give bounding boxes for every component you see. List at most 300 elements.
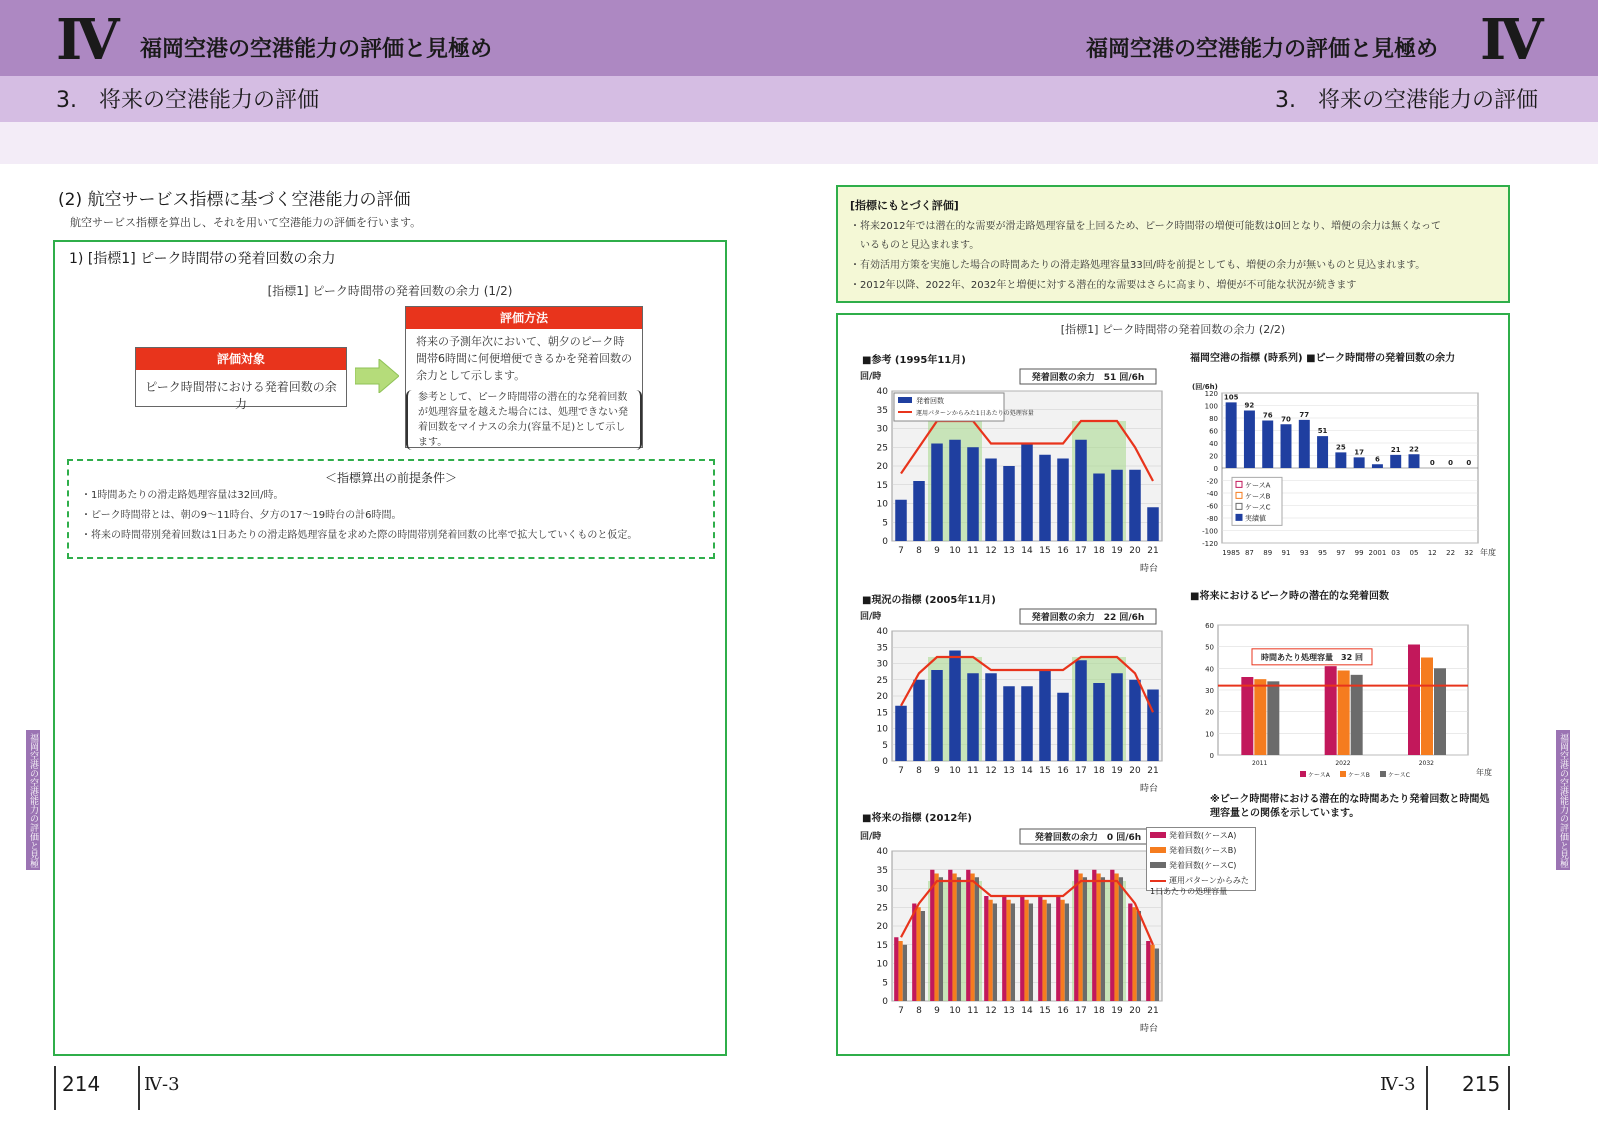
chart3-title: ■将来の指標 (2012年)	[862, 813, 972, 824]
bar	[894, 937, 898, 1001]
x-tick-label: 89	[1263, 549, 1273, 557]
x-tick-label: 87	[1244, 549, 1254, 557]
x-tick-label: 19	[1111, 546, 1123, 556]
data-label: 105	[1223, 393, 1239, 402]
annotation-text: 発着回数の余力 22 回/6h	[1031, 613, 1145, 623]
x-tick-label: 2001	[1368, 549, 1387, 557]
annotation-text: 発着回数の余力 51 回/6h	[1031, 373, 1145, 383]
x-tick-label: 2022	[1335, 760, 1351, 767]
bar	[1003, 466, 1015, 541]
bar	[1244, 411, 1255, 469]
legend-swatch	[1380, 771, 1386, 777]
bar	[984, 896, 988, 1001]
x-tick-label: 10	[949, 1006, 961, 1016]
bar	[948, 870, 952, 1001]
y-tick-label: 40	[876, 627, 888, 637]
x-tick-label: 05	[1409, 549, 1419, 557]
data-label: 6	[1374, 455, 1380, 464]
x-axis-label: 年度	[1476, 768, 1492, 777]
data-label: 70	[1281, 415, 1291, 424]
bar	[1020, 896, 1024, 1001]
x-tick-label: 19	[1111, 1006, 1123, 1016]
y-tick-label: 40	[1205, 665, 1214, 674]
bar	[931, 670, 943, 761]
legend-item: ケースA	[1308, 772, 1330, 779]
indicator-title: 1) [指標1] ピーク時間帯の発着回数の余力	[69, 251, 336, 267]
y-tick-label: 0	[1209, 752, 1214, 760]
y-tick-label: 0	[882, 757, 888, 767]
y-tick-label: 0	[882, 997, 888, 1007]
legend-item: ケースB	[1245, 492, 1271, 501]
footer-divider	[54, 1066, 56, 1110]
y-tick-label: 5	[882, 978, 888, 989]
legend-swatch	[1236, 492, 1242, 498]
x-tick-label: 93	[1299, 549, 1309, 557]
legend-item: 運用パターンからみた1日あたりの処理容量	[1150, 876, 1249, 896]
y-tick-label: 80	[1209, 415, 1218, 423]
bar	[1254, 679, 1266, 755]
bar	[1354, 457, 1365, 468]
right-arrow-icon	[355, 359, 399, 393]
bar	[1047, 904, 1051, 1002]
bar	[1129, 680, 1141, 761]
subsection-title: (2) 航空サービス指標に基づく空港能力の評価	[58, 190, 411, 210]
x-tick-label: 16	[1057, 546, 1069, 556]
chapter-title-right: 福岡空港の空港能力の評価と見極め	[1085, 37, 1438, 62]
y-tick-label: 60	[1205, 622, 1214, 630]
y-tick-label: -120	[1202, 540, 1218, 548]
x-tick-label: 2032	[1418, 760, 1434, 767]
legend-swatch	[1236, 481, 1242, 487]
x-tick-label: 8	[916, 546, 922, 556]
chart1-title: ■参考 (1995年11月)	[862, 355, 966, 366]
x-tick-label: 14	[1021, 546, 1033, 556]
x-tick-label: 21	[1147, 546, 1159, 556]
bar	[970, 874, 974, 1002]
x-tick-label: 97	[1336, 549, 1346, 557]
evaluation-line: ・将来2012年では潜在的な需要が滑走路処理容量を上回るため、ピーク時間帯の増便可能数は0回となり、増便の余力は無くなって	[850, 221, 1442, 232]
y-tick-label: 25	[876, 903, 888, 914]
x-tick-label: 12	[985, 546, 997, 556]
premise-line: ・ピーク時間帯とは、朝の9～11時台、夕方の17～19時台の計6時間。	[81, 510, 402, 521]
bar	[1039, 455, 1051, 541]
bar	[985, 459, 997, 542]
x-tick-label: 7	[898, 1006, 904, 1016]
y-tick-label: 15	[876, 940, 888, 951]
x-tick-label: 22	[1446, 549, 1456, 557]
y-tick-label: -100	[1202, 527, 1218, 536]
chart-2005	[858, 607, 1178, 797]
x-tick-label: 7	[898, 766, 904, 776]
evaluation-method-body: 将来の予測年次において、朝夕のピーク時間帯6時間に何便増便できるかを発着回数の余力として示します。	[416, 335, 632, 382]
x-tick-label: 18	[1093, 1006, 1105, 1016]
data-label: 92	[1244, 401, 1255, 410]
x-tick-label: 17	[1075, 546, 1087, 556]
y-tick-label: 10	[876, 499, 888, 510]
x-tick-label: 9	[934, 546, 940, 556]
chart3-legend	[1146, 827, 1256, 896]
x-tick-label: 03	[1391, 549, 1401, 557]
bar	[1065, 904, 1069, 1002]
bar	[1042, 900, 1046, 1001]
premise-line: ・将来の時間帯別発着回数は1日あたりの滑走路処理容量を求めた際の時間帯別発着回数の比率で拡大していくものと仮定。	[81, 530, 638, 541]
bar	[1003, 686, 1015, 761]
x-tick-label: 32	[1464, 549, 1474, 557]
x-tick-label: 15	[1039, 546, 1051, 556]
legend-item: 発着回数	[916, 397, 944, 405]
section-title-left: 3. 将来の空港能力の評価	[56, 88, 319, 113]
evaluation-method-note: 参考として、ピーク時間帯の潜在的な発着回数が処理容量を越えた場合には、処理できない発着回数をマイナスの余力(容量不足)として示します。	[406, 390, 642, 450]
y-tick-label: 30	[1205, 687, 1214, 695]
bar	[1057, 693, 1069, 761]
x-tick-label: 15	[1039, 766, 1051, 776]
x-tick-label: 10	[949, 546, 961, 556]
y-tick-label: 10	[1205, 730, 1214, 739]
x-tick-label: 1985	[1222, 549, 1241, 557]
x-tick-label: 21	[1147, 766, 1159, 776]
x-tick-label: 9	[934, 766, 940, 776]
bar	[1338, 671, 1350, 756]
x-tick-label: 95	[1318, 549, 1328, 557]
y-tick-label: 30	[876, 659, 888, 670]
chapter-title-left: 福岡空港の空港能力の評価と見極め	[140, 37, 493, 62]
bar	[1075, 440, 1087, 541]
bar	[1056, 896, 1060, 1001]
x-tick-label: 8	[916, 766, 922, 776]
y-tick-label: 20	[1205, 708, 1214, 717]
bar	[934, 874, 938, 1002]
x-tick-label: 18	[1093, 766, 1105, 776]
bar	[1111, 673, 1123, 761]
bar	[1038, 896, 1042, 1001]
bar	[1110, 870, 1114, 1001]
bar	[1092, 870, 1096, 1001]
bar	[1147, 690, 1159, 762]
bar	[1147, 507, 1159, 541]
legend-swatch	[898, 397, 912, 403]
bar	[1421, 658, 1433, 756]
data-label: 77	[1299, 410, 1310, 419]
page-number-right: 215	[1462, 1072, 1501, 1096]
bar	[1226, 402, 1237, 468]
x-tick-label: 21	[1147, 1006, 1159, 1016]
chart4-title: 福岡空港の指標 (時系列) ■ピーク時間帯の発着回数の余力	[1190, 353, 1456, 364]
bar	[903, 945, 907, 1001]
footer-divider	[1508, 1066, 1510, 1110]
x-tick-label: 14	[1021, 766, 1033, 776]
x-tick-label: 91	[1281, 549, 1291, 557]
x-tick-label: 12	[985, 766, 997, 776]
annotation-text: 発着回数の余力 0 回/6h	[1034, 833, 1142, 843]
bar	[1078, 874, 1082, 1002]
bar	[1096, 874, 1100, 1002]
legend-item: ケースA	[1245, 481, 1271, 490]
bar	[1325, 666, 1337, 755]
bar	[993, 904, 997, 1002]
legend-swatch	[1236, 514, 1242, 520]
legend-item: 発着回数(ケースB)	[1169, 846, 1237, 855]
bar	[966, 870, 970, 1001]
bar	[1132, 907, 1136, 1001]
y-tick-label: 15	[876, 708, 888, 719]
bar	[895, 706, 907, 761]
bar	[1021, 444, 1033, 542]
y-axis-label: 回/時	[860, 832, 882, 842]
y-tick-label: 35	[876, 643, 888, 654]
x-tick-label: 20	[1129, 546, 1141, 556]
evaluation-line: ・2012年以降、2022年、2032年と増便に対する潜在的な需要はさらに高まり、増便が不可能な状況が続きます	[850, 280, 1357, 291]
bar	[1128, 904, 1132, 1002]
bar	[931, 444, 943, 542]
bar	[1119, 877, 1123, 1001]
legend-item: ケースB	[1348, 772, 1370, 779]
bar	[1299, 420, 1310, 468]
bar	[1002, 896, 1006, 1001]
y-axis-label: 回/時	[860, 612, 882, 622]
bar	[949, 651, 961, 762]
bar	[1021, 686, 1033, 761]
x-tick-label: 13	[1003, 546, 1015, 556]
y-tick-label: 35	[876, 865, 888, 876]
bar	[912, 904, 916, 1002]
x-tick-label: 13	[1003, 1006, 1015, 1016]
page-number-left: 214	[62, 1072, 101, 1096]
x-tick-label: 2011	[1252, 760, 1268, 767]
bar	[1074, 870, 1078, 1001]
chart-2012	[858, 827, 1178, 1037]
chart-1995	[858, 367, 1178, 577]
bar	[1075, 660, 1087, 761]
bar	[1281, 424, 1292, 468]
bar	[1129, 470, 1141, 541]
bar	[1241, 677, 1253, 755]
premise-conditions-box	[67, 459, 715, 559]
bar	[1335, 452, 1346, 468]
chart-note: ※ピーク時間帯における潜在的な時間あたり発着回数と時間処理容量との関係を示しています。	[1210, 794, 1490, 819]
x-axis-label: 時台	[1139, 784, 1158, 794]
evaluation-method-heading: 評価方法	[406, 307, 642, 329]
bar	[921, 911, 925, 1001]
y-tick-label: 20	[1209, 452, 1218, 461]
bar	[1137, 911, 1141, 1001]
x-tick-label: 11	[967, 766, 979, 776]
bar	[1434, 668, 1446, 755]
y-tick-label: 120	[1204, 390, 1218, 398]
premise-title: ＜指標算出の前提条件＞	[324, 471, 457, 485]
x-axis-label: 時台	[1139, 1024, 1158, 1034]
footer-divider	[1426, 1066, 1428, 1110]
chart-future-potential	[1188, 615, 1502, 795]
evaluation-method-box	[405, 306, 643, 448]
bar	[1317, 436, 1328, 468]
x-tick-label: 12	[1427, 549, 1437, 557]
x-tick-label: 8	[916, 1006, 922, 1016]
chapter-roman-left: Ⅳ	[56, 7, 116, 73]
bar	[1011, 904, 1015, 1002]
bar	[1372, 464, 1383, 468]
side-tab-right: 福岡空港の空港能力の評価と見極め	[1556, 730, 1570, 870]
x-tick-label: 19	[1111, 766, 1123, 776]
indicator-caption: [指標1] ピーク時間帯の発着回数の余力 (1/2)	[267, 284, 513, 298]
bar	[1101, 877, 1105, 1001]
bar	[988, 900, 992, 1001]
y-axis-label: (回/6h)	[1192, 383, 1218, 391]
y-tick-label: 30	[876, 424, 888, 435]
y-tick-label: 60	[1209, 427, 1218, 436]
y-tick-label: 0	[1213, 465, 1218, 473]
bar	[1029, 904, 1033, 1002]
bar	[1039, 670, 1051, 761]
y-tick-label: -60	[1206, 502, 1218, 511]
charts-panel	[836, 313, 1510, 1056]
evaluation-target-heading: 評価対象	[136, 348, 346, 370]
footer-divider	[138, 1066, 140, 1110]
y-tick-label: 15	[876, 480, 888, 491]
x-tick-label: 11	[967, 546, 979, 556]
y-tick-label: 40	[876, 847, 888, 857]
legend-item: ケースC	[1245, 503, 1271, 512]
data-label: 25	[1335, 443, 1346, 452]
bar	[913, 680, 925, 761]
x-axis-label: 時台	[1139, 564, 1158, 574]
x-tick-label: 17	[1075, 1006, 1087, 1016]
y-tick-label: 0	[882, 537, 888, 547]
bar	[1111, 470, 1123, 541]
section-code-right: Ⅳ-3	[1380, 1074, 1416, 1095]
legend-item: 発着回数(ケースA)	[1169, 831, 1237, 840]
y-tick-label: 35	[876, 405, 888, 416]
evaluation-target-box	[135, 347, 347, 411]
x-tick-label: 17	[1075, 766, 1087, 776]
subsection-description: 航空サービス指標を算出し、それを用いて空港能力の評価を行います。	[70, 216, 422, 229]
indicator-panel	[53, 240, 727, 1056]
x-tick-label: 20	[1129, 1006, 1141, 1016]
bar	[949, 440, 961, 541]
y-tick-label: -80	[1206, 515, 1218, 523]
bar	[1351, 675, 1363, 755]
bar	[975, 877, 979, 1001]
bar	[952, 874, 956, 1002]
y-tick-label: 5	[882, 518, 888, 529]
data-label: 0	[1429, 459, 1435, 467]
legend-item: 発着回数(ケースC)	[1169, 861, 1237, 870]
charts-caption: [指標1] ピーク時間帯の発着回数の余力 (2/2)	[1060, 323, 1286, 336]
chart2-title: ■現況の指標 (2005年11月)	[862, 595, 996, 606]
legend-swatch	[1340, 771, 1346, 777]
y-tick-label: 20	[876, 922, 888, 932]
x-tick-label: 15	[1039, 1006, 1051, 1016]
y-tick-label: 5	[882, 740, 888, 751]
x-tick-label: 11	[967, 1006, 979, 1016]
bar	[916, 907, 920, 1001]
bar	[1409, 454, 1420, 468]
bar	[1146, 941, 1150, 1001]
x-tick-label: 13	[1003, 766, 1015, 776]
bar	[967, 447, 979, 541]
bar	[1006, 900, 1010, 1001]
x-tick-label: 99	[1354, 549, 1364, 557]
y-tick-label: 50	[1205, 643, 1214, 652]
x-tick-label: 10	[949, 766, 961, 776]
chart-timeseries	[1188, 383, 1502, 583]
y-tick-label: 100	[1204, 402, 1218, 411]
bar	[1060, 900, 1064, 1001]
bar	[1150, 945, 1154, 1001]
data-label: 22	[1409, 445, 1419, 454]
bar	[939, 877, 943, 1001]
bar	[1093, 683, 1105, 761]
data-label: 21	[1390, 445, 1401, 454]
y-tick-label: 10	[876, 959, 888, 970]
y-tick-label: 40	[1209, 440, 1218, 448]
side-tab-left: 福岡空港の空港能力の評価と見極め	[26, 730, 40, 870]
evaluation-line: ・有効活用方策を実施した場合の時間あたりの滑走路処理容量33回/時を前提としても、増便の余力が無いものと見込まれます。	[850, 260, 1426, 271]
evaluation-summary-title: [指標にもとづく評価]	[850, 199, 959, 212]
header-band-bottom	[0, 122, 1598, 164]
y-tick-label: 10	[876, 724, 888, 735]
bar	[1267, 681, 1279, 755]
evaluation-summary-box	[836, 185, 1510, 303]
bar	[898, 941, 902, 1001]
legend-swatch	[1300, 771, 1306, 777]
premise-line: ・1時間あたりの滑走路処理容量は32回/時。	[81, 490, 284, 501]
y-tick-label: 20	[876, 462, 888, 472]
x-tick-label: 16	[1057, 766, 1069, 776]
legend-swatch	[1236, 503, 1242, 509]
y-tick-label: -40	[1206, 490, 1218, 498]
legend-item: 実績値	[1245, 514, 1266, 523]
y-tick-label: 25	[876, 443, 888, 454]
y-tick-label: 20	[876, 692, 888, 702]
bar	[1024, 900, 1028, 1001]
legend-item: 運用パターンからみた1日あたりの処理容量	[916, 410, 1034, 417]
bar	[957, 877, 961, 1001]
x-tick-label: 14	[1021, 1006, 1033, 1016]
y-tick-label: -20	[1206, 477, 1218, 486]
x-tick-label: 20	[1129, 766, 1141, 776]
bar	[895, 500, 907, 541]
x-axis-label: 年度	[1480, 548, 1496, 557]
data-label: 76	[1262, 411, 1273, 420]
bar	[967, 673, 979, 761]
bar	[985, 673, 997, 761]
bar	[1155, 949, 1159, 1002]
x-tick-label: 12	[985, 1006, 997, 1016]
bar	[1390, 455, 1401, 468]
chapter-roman-right: Ⅳ	[1480, 7, 1540, 73]
y-axis-label: 回/時	[860, 372, 882, 382]
x-tick-label: 18	[1093, 546, 1105, 556]
data-label: 0	[1466, 459, 1472, 467]
section-code-left: Ⅳ-3	[144, 1074, 180, 1095]
x-tick-label: 16	[1057, 1006, 1069, 1016]
section-title-right: 3. 将来の空港能力の評価	[1275, 88, 1538, 113]
bar	[1093, 474, 1105, 542]
x-tick-label: 9	[934, 1006, 940, 1016]
evaluation-line: いるものと見込まれます。	[850, 240, 980, 251]
bar	[1408, 645, 1420, 756]
bar	[913, 481, 925, 541]
bar	[1114, 874, 1118, 1002]
annotation-text: 時間あたり処理容量 32 回	[1261, 652, 1363, 662]
bar	[1262, 421, 1273, 469]
legend-item: ケースC	[1388, 772, 1410, 779]
evaluation-target-body: ピーク時間帯における発着回数の余力	[145, 380, 337, 411]
data-label: 51	[1317, 427, 1328, 436]
y-tick-label: 30	[876, 884, 888, 895]
bar	[1057, 459, 1069, 542]
y-tick-label: 25	[876, 675, 888, 686]
